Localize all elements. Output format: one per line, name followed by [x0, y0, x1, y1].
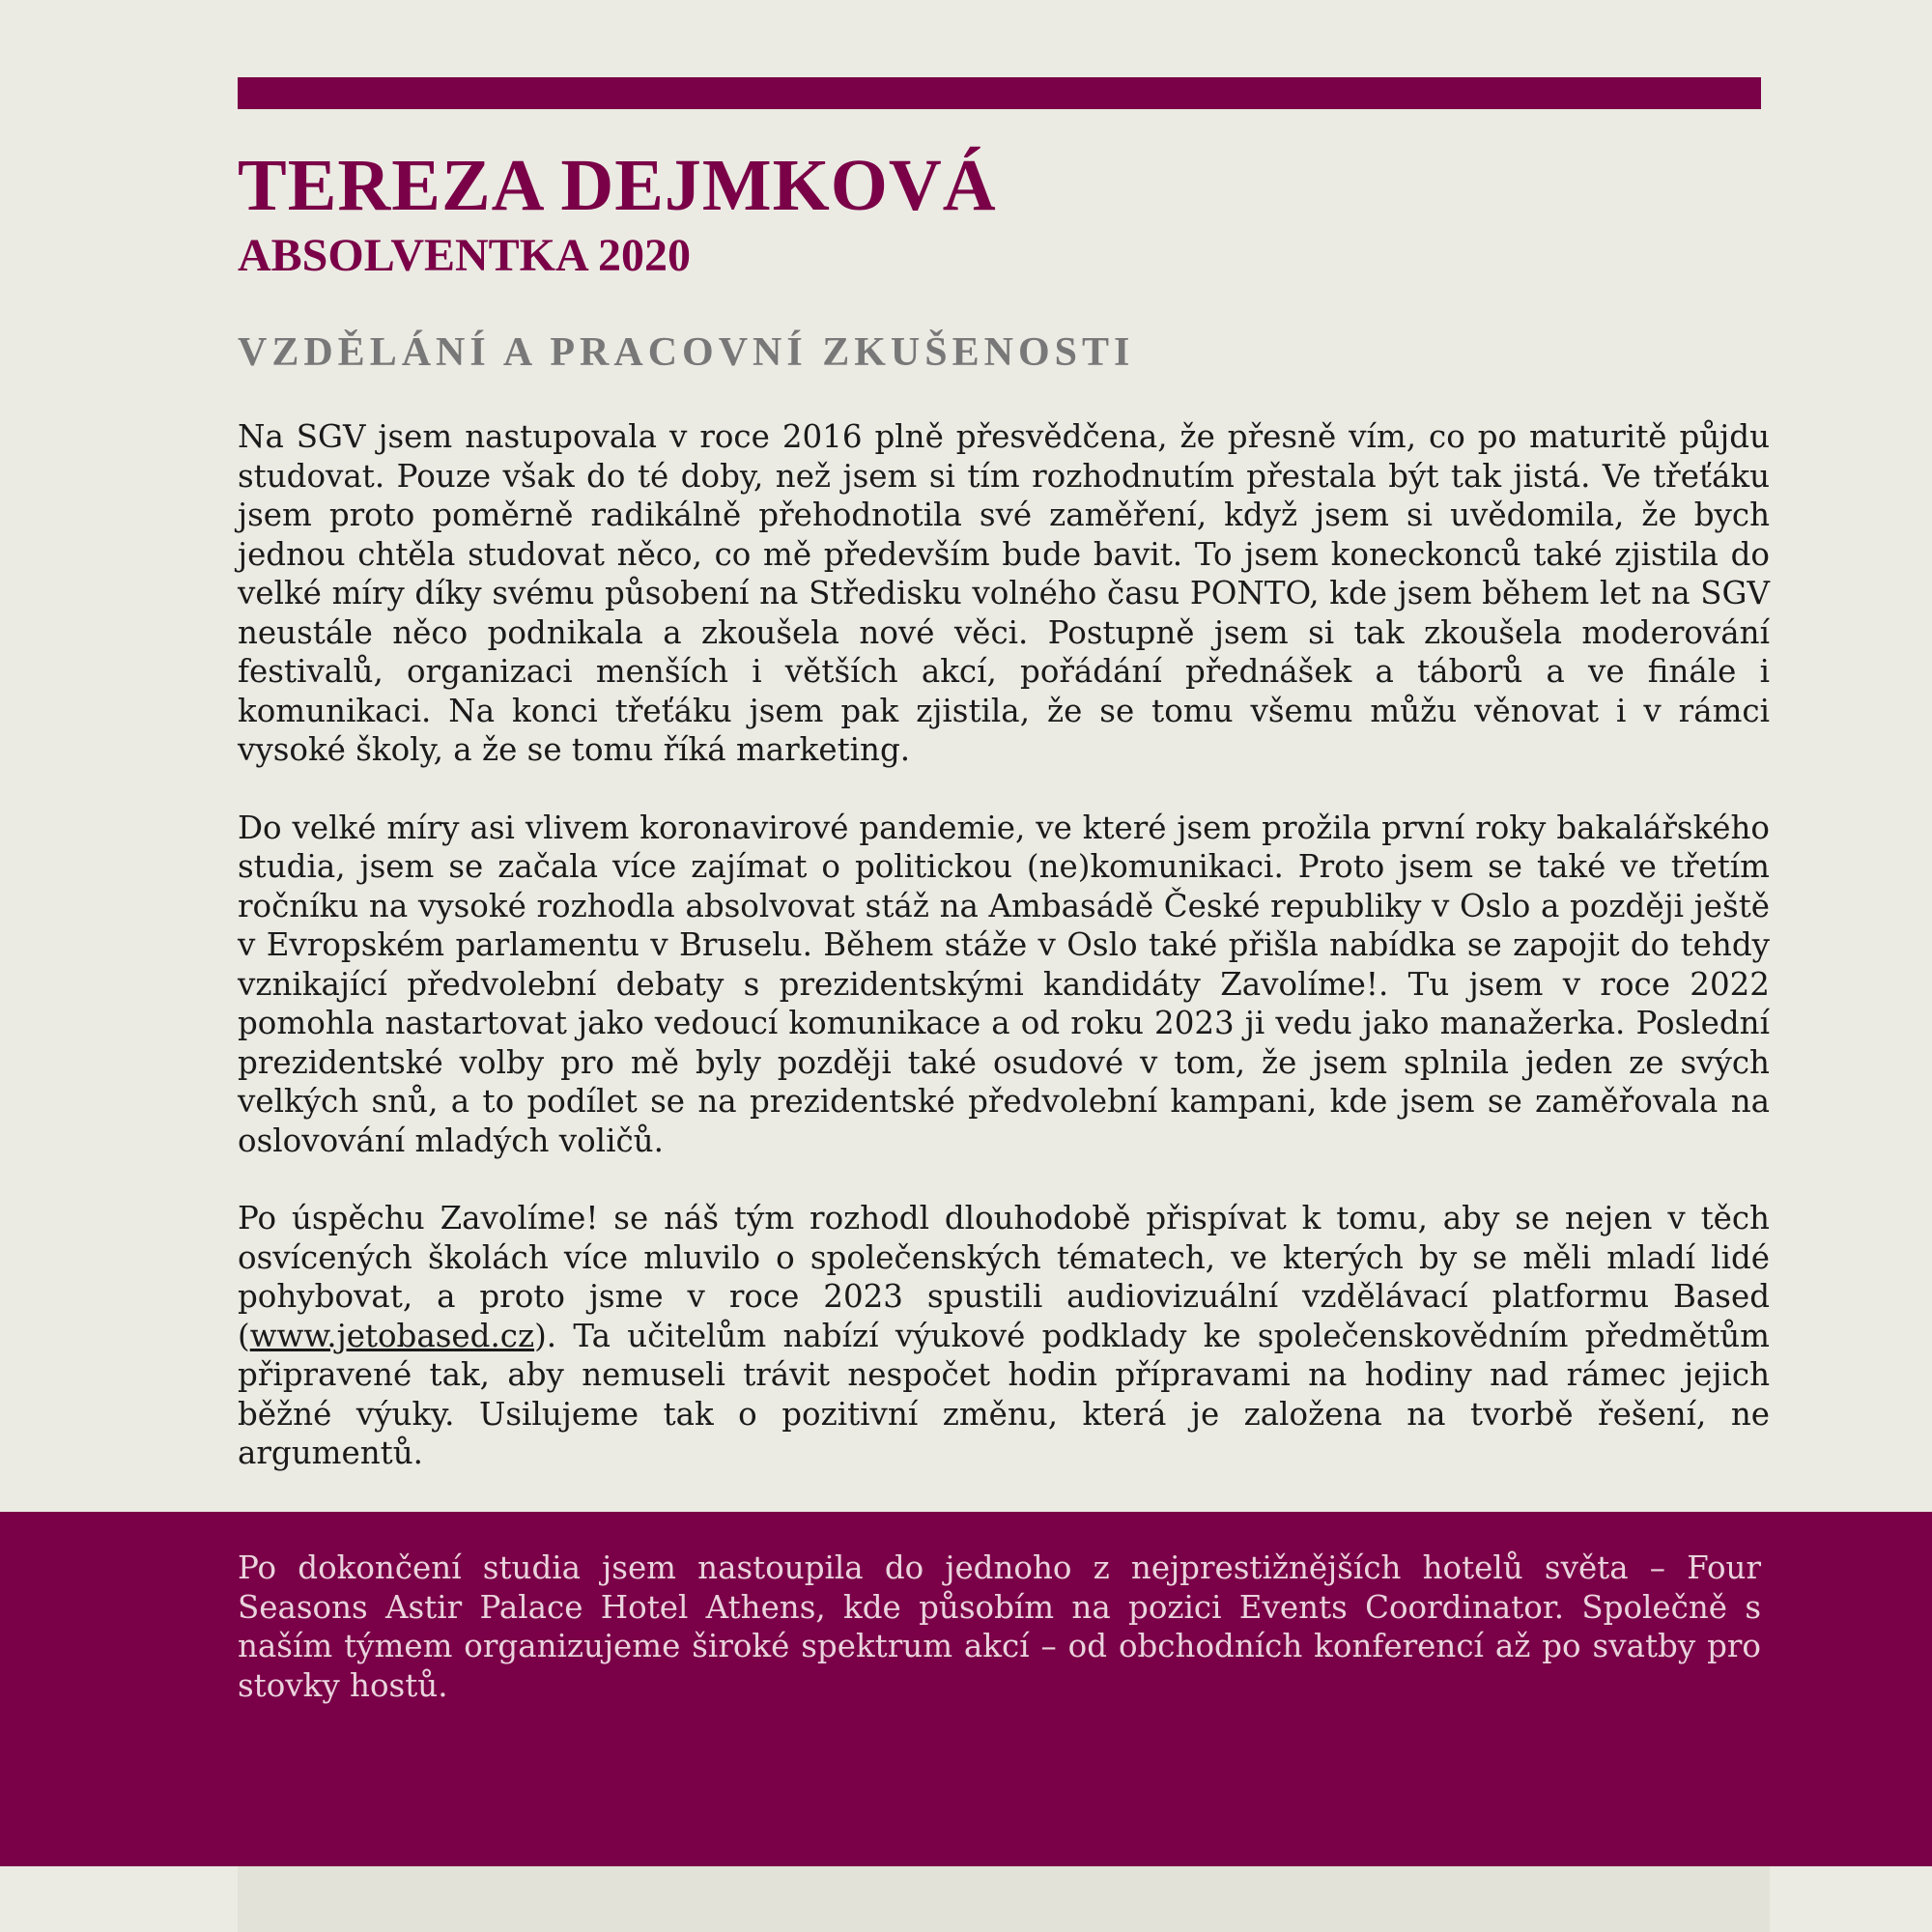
- graduation-subtitle: ABSOLVENTKA 2020: [238, 230, 692, 281]
- footer-text: Po dokončení studia jsem nastoupila do jednoho z nejprestižnějších hotelů světa – Four Seasons Astir Palace Hotel Athens, kde působím na pozici Events Coordinator. Společně s naším týmem organizujeme široké spektrum akcí – od obchodních konferencí až po svatby pro stovky hostů.: [238, 1549, 1761, 1704]
- paragraph-education: Na SGV jsem nastupovala v roce 2016 plně přesvědčena, že přesně vím, co po maturitě půjdu studovat. Pouze však do té doby, než jsem si tím rozhodnutím přestala být tak jistá. Ve třeťáku jsem proto poměrně radikálně přehodnotila své zaměření, když jsem si uvědomila, že bych jednou chtěla studovat něco, co mě především bude bavit. To jsem koneckonců také zjistila do velké míry díky svému působení na Středisku volného času PONTO, kde jsem během let na SGV neustále něco podnikala a zkoušela nové věci. Postupně jsem si tak zkoušela moderování festivalů, organizaci menších i větších akcí, pořádání přednášek a táborů a ve finále i komunikaci. Na konci třeťáku jsem pak zjistila, že se tomu všemu můžu věnovat i v rámci vysoké školy, a že se tomu říká marketing.: [238, 418, 1770, 768]
- bottom-strip: [238, 1866, 1770, 1932]
- based-website-link[interactable]: www.jetobased.cz: [249, 1317, 535, 1354]
- paragraph-based-text-start: Po úspěchu Zavolíme! se náš tým rozhodl dlouhodobě přispívat k tomu, aby se nejen v těch osvícených školách více mluvilo o společenských tématech, ve kterých by se měli mladí lidé pohybovat, a proto jsme v roce 2023 spustili audiovizuální vzdělávací platformu Based (: [238, 1200, 1770, 1354]
- paragraph-politics: Do velké míry asi vlivem koronavirové pandemie, ve které jsem prožila první roky bakalářského studia, jsem se začala více zajímat o politickou (ne)komunikaci. Proto jsem se také ve třetím ročníku na vysoké rozhodla absolvovat stáž na Ambasádě České republiky v Oslo a později ještě v Evropském parlamentu v Bruselu. Během stáže v Oslo také přišla nabídka se zapojit do tehdy vznikající předvolební debaty s prezidentskými kandidáty Zavolíme!. Tu jsem v roce 2022 pomohla nastartovat jako vedoucí komunikace a od roku 2023 ji vedu jako manažerka. Poslední prezidentské volby pro mě byly později také osudové v tom, že jsem splnila jeden ze svých velkých snů, a to podílet se na prezidentské předvolební kampani, kde jsem se zaměřovala na oslovování mladých voličů.: [238, 809, 1770, 1159]
- paragraph-based: [238, 1199, 1770, 1473]
- paragraph-based-text-end: ). Ta učitelům nabízí výukové podklady ke společenskovědním předmětům připravené tak, aby nemuseli trávit nespočet hodin přípravami na hodiny nad rámec jejich běžné výuky. Usilujeme tak o pozitivní změnu, která je založena na tvorbě řešení, ne argumentů.: [238, 1317, 1770, 1471]
- biography-body: [238, 417, 1770, 1512]
- person-name: TEREZA DEJMKOVÁ: [238, 145, 997, 226]
- top-accent-bar: [238, 77, 1761, 109]
- section-heading: VZDĚLÁNÍ A PRACOVNÍ ZKUŠENOSTI: [238, 330, 1135, 375]
